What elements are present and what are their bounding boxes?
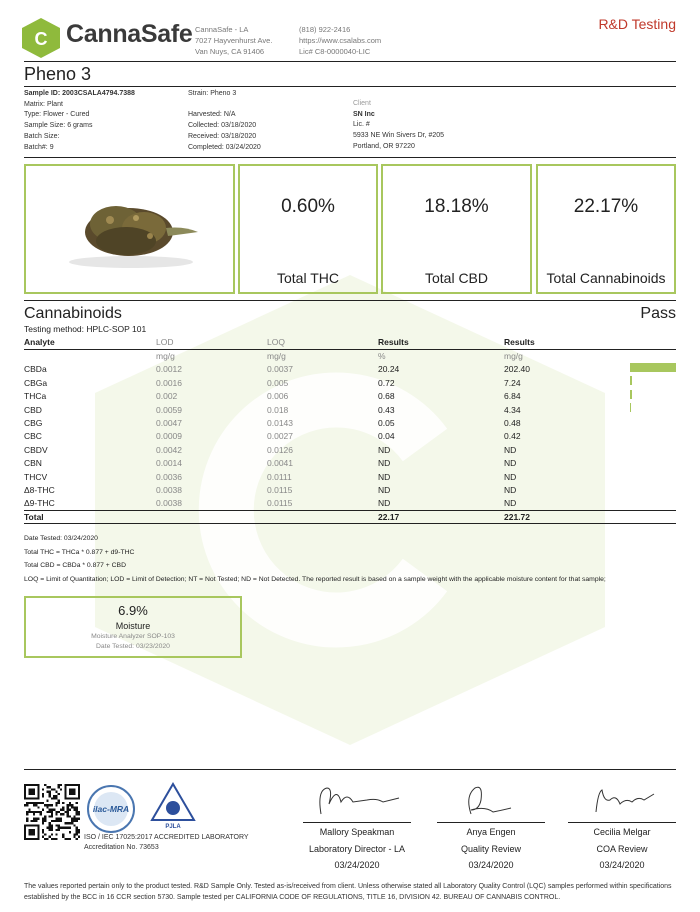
cell-mgg: 0.42 [504, 431, 521, 442]
cell-lod: 0.0047 [156, 418, 182, 429]
total-cannabinoids-value: 22.17% [573, 196, 639, 217]
cell-analyte: CBGa [24, 377, 48, 388]
moisture-box [24, 596, 242, 658]
table-row [24, 403, 676, 416]
cell-mgg: 6.84 [504, 391, 521, 402]
signature-image [572, 780, 672, 820]
result-bar [630, 390, 632, 399]
table-row [24, 497, 676, 510]
signer-title: COA Review [596, 843, 648, 854]
total-label: Total [24, 510, 156, 523]
cell-loq: 0.0115 [267, 484, 293, 495]
cell-pct: 0.04 [378, 431, 395, 442]
sample-field: Batch Size: [24, 132, 60, 140]
cell-mgg: ND [504, 471, 517, 482]
moisture-date: Date Tested: 03/23/2020 [96, 643, 170, 650]
total-cbd-box [381, 164, 532, 294]
cell-pct: 0.68 [378, 391, 395, 402]
pjla-logo-icon [150, 782, 196, 832]
cell-lod: 0.0012 [156, 364, 182, 375]
total-pct: 22.17 [378, 510, 504, 523]
cell-mgg: ND [504, 484, 517, 495]
signer-date: 03/24/2020 [599, 860, 645, 870]
cell-pct: ND [378, 458, 391, 469]
header-loq: LOQ [267, 336, 378, 349]
qr-code-icon[interactable] [24, 784, 80, 840]
sample-field: Completed: 03/24/2020 [188, 143, 261, 151]
sample-photo-box [24, 164, 235, 294]
total-thc-formula: Total THC = THCa * 0.877 + d9-THC [24, 548, 135, 556]
result-bars [630, 363, 676, 510]
signature-block-coa [568, 780, 676, 873]
signer-name: Cecilia Melgar [593, 827, 651, 837]
cannabinoids-table [24, 336, 676, 524]
sample-field: Received: 03/18/2020 [188, 132, 257, 140]
header-divider [24, 61, 676, 62]
cell-loq: 0.018 [267, 404, 289, 415]
signature-block-quality [437, 780, 545, 873]
cell-pct: 20.24 [378, 364, 400, 375]
cell-lod: 0.0038 [156, 484, 182, 495]
sample-field: Sample ID: 2003CSALA4794.7388 [24, 90, 135, 97]
footer-disclaimer: The values reported pertain only to the product tested. R&D Sample Only. Tested as-is/received from client. Unless otherwise stated all Laboratory Quality Control (LQC) samples performed within specifications established by the BCC in 16 CCR section 5730. Sample tested per CALIFORNIA CODE OF REGULATIONS, TITLE 16, DIVISION 42. BUREAU OF CANNABIS CONTROL. [24, 883, 672, 901]
cell-loq: 0.005 [267, 377, 289, 388]
cell-analyte: CBDa [24, 364, 47, 375]
cell-pct: 0.72 [378, 377, 395, 388]
signature-divider [24, 769, 676, 770]
cell-analyte: Δ9-THC [24, 498, 55, 509]
cell-lod: 0.0016 [156, 377, 182, 388]
sample-field: Collected: 03/18/2020 [188, 122, 257, 130]
accreditation-text: ISO / IEC 17025:2017 ACCREDITED LABORATORY Accreditation No. 73653 [84, 834, 249, 851]
total-thc-box [238, 164, 378, 294]
cell-mgg: 202.40 [504, 364, 530, 375]
cell-loq: 0.0041 [267, 458, 293, 469]
table-row [24, 416, 676, 429]
cell-lod: 0.002 [156, 391, 178, 402]
header-analyte: Analyte [24, 336, 156, 349]
cell-mgg: 4.34 [504, 404, 521, 415]
section-divider [24, 300, 676, 301]
signer-date: 03/24/2020 [468, 860, 514, 870]
total-cbd-value: 18.18% [424, 196, 489, 217]
flower-photo-image [26, 166, 233, 292]
result-bar [630, 403, 631, 412]
title-divider [24, 86, 676, 87]
lab-address: CannaSafe - LA 7027 Hayvenhurst Ave. Van Nuys, CA 91406 [195, 25, 273, 56]
cell-loq: 0.0111 [267, 471, 292, 482]
header-lod: LOD [156, 336, 267, 349]
cell-mgg: ND [504, 458, 517, 469]
table-row [24, 363, 676, 376]
lab-website-link[interactable]: https://www.csalabs.com [299, 36, 382, 45]
total-thc-label: Total THC [277, 270, 339, 286]
table-row [24, 483, 676, 496]
total-mgg: 221.72 [504, 510, 630, 523]
cell-lod: 0.0038 [156, 498, 182, 509]
cell-pct: 0.43 [378, 404, 395, 415]
cell-loq: 0.0027 [267, 431, 293, 442]
test-notes [24, 532, 606, 586]
cell-mgg: 7.24 [504, 377, 521, 388]
cell-mgg: ND [504, 444, 517, 455]
cell-loq: 0.0037 [267, 364, 293, 375]
report-type: R&D Testing [598, 16, 676, 32]
table-row [24, 430, 676, 443]
cannasafe-logo-icon [22, 18, 60, 58]
cell-mgg: ND [504, 498, 517, 509]
svg-text:ilac-MRA: ilac-MRA [92, 804, 130, 814]
cell-loq: 0.0126 [267, 444, 293, 455]
total-cbd-formula: Total CBD = CBDa * 0.877 + CBD [24, 562, 126, 569]
signer-name: Mallory Speakman [319, 827, 395, 837]
lab-contact: (818) 922-2416 https://www.csalabs.com Lic# C8-0000040-LIC [299, 25, 382, 56]
unit-loq: mg/g [267, 351, 286, 362]
table-row [24, 457, 676, 470]
sample-field: Matrix: Plant [24, 100, 63, 108]
unit-mgg: mg/g [504, 351, 523, 362]
client-info: Client SN Inc Lic. # 5933 NE Win Sivers Dr, #205 Portland, OR 97220 [353, 100, 445, 150]
cell-analyte: Δ8-THC [24, 484, 55, 495]
signer-title: Quality Review [460, 843, 522, 854]
sample-field: Sample Size: 6 grams [24, 122, 93, 130]
cell-pct: ND [378, 444, 391, 455]
table-row [24, 376, 676, 389]
unit-lod: mg/g [156, 351, 175, 362]
date-tested: Date Tested: 03/24/2020 [24, 535, 98, 542]
sample-field [188, 100, 261, 111]
moisture-method: Moisture Analyzer SOP-103 [91, 633, 175, 640]
total-row [24, 510, 676, 523]
total-cannabinoids-label: Total Cannabinoids [546, 270, 666, 286]
sample-field: Harvested: N/A [188, 111, 236, 119]
cell-pct: ND [378, 471, 391, 482]
table-row [24, 443, 676, 456]
moisture-value: 6.9% [118, 603, 148, 618]
cell-lod: 0.0042 [156, 444, 182, 455]
info-divider [24, 157, 676, 158]
cell-analyte: CBN [24, 458, 42, 469]
total-cbd-label: Total CBD [424, 270, 489, 286]
result-bar [630, 363, 676, 372]
sample-info-col2 [188, 89, 261, 153]
signature-image [441, 780, 541, 820]
svg-text:C: C [34, 29, 48, 49]
sample-info-col1 [24, 89, 135, 153]
brand-name: CannaSafe [66, 20, 193, 48]
cell-analyte: CBDV [24, 444, 48, 455]
result-bar [630, 376, 632, 385]
sample-name: Pheno 3 [24, 64, 92, 84]
testing-method: Testing method: HPLC-SOP 101 [24, 324, 147, 334]
cell-analyte: CBC [24, 431, 42, 442]
cell-analyte: THCa [24, 391, 47, 402]
legend-note: LOQ = Limit of Quantitation; LOD = Limit of Detection; NT = Not Tested; ND = Not Detected. The reported result is based on a sample weight with the applicable moisture content for that sample; [24, 575, 606, 583]
sample-field: Type: Flower - Cured [24, 111, 90, 119]
total-cannabinoids-box [536, 164, 676, 294]
cell-lod: 0.0009 [156, 431, 182, 442]
cell-pct: ND [378, 498, 391, 509]
pass-status: Pass [640, 305, 676, 322]
cell-loq: 0.0115 [267, 498, 293, 509]
table-row [24, 470, 676, 483]
unit-pct: % [378, 351, 386, 362]
signer-title: Laboratory Director - LA [308, 843, 406, 854]
cell-pct: ND [378, 484, 391, 495]
cell-lod: 0.0059 [156, 404, 182, 415]
moisture-label: Moisture [115, 621, 151, 631]
cell-mgg: 0.48 [504, 418, 521, 429]
cell-lod: 0.0014 [156, 458, 182, 469]
signer-name: Anya Engen [466, 827, 516, 837]
sample-field: Strain: Pheno 3 [188, 90, 237, 97]
cell-loq: 0.0143 [267, 418, 293, 429]
sample-field: Batch#: 9 [24, 143, 54, 151]
cell-lod: 0.0036 [156, 471, 182, 482]
cell-analyte: CBG [24, 418, 43, 429]
total-thc-value: 0.60% [281, 196, 335, 217]
signature-block-director [303, 780, 411, 873]
svg-text:PJLA: PJLA [165, 824, 181, 830]
cell-analyte: CBD [24, 404, 42, 415]
signer-date: 03/24/2020 [334, 860, 380, 870]
cell-analyte: THCV [24, 471, 48, 482]
cell-loq: 0.006 [267, 391, 289, 402]
table-row [24, 390, 676, 403]
header-results-mgg: Results [504, 336, 630, 349]
signature-image [307, 780, 407, 820]
header-results-pct: Results [378, 336, 504, 349]
cell-pct: 0.05 [378, 418, 395, 429]
cannabinoids-title: Cannabinoids [24, 305, 122, 322]
ilac-mra-logo-icon [86, 784, 136, 834]
